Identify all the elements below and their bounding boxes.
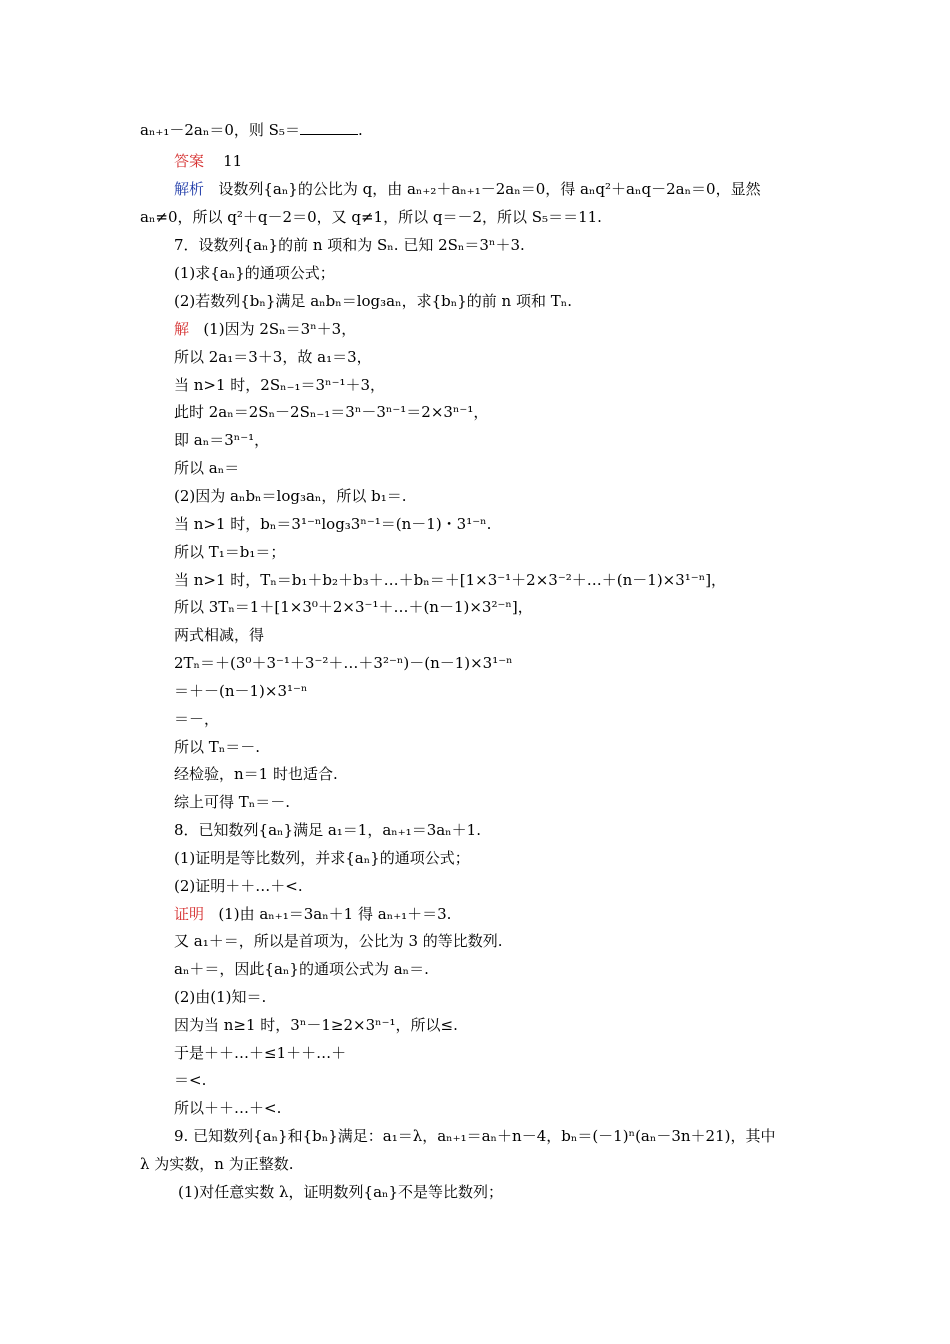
- text-line: λ 为实数，n 为正整数.: [140, 1155, 294, 1173]
- text-line: (1)证明是等比数列，并求{aₙ}的通项公式；: [174, 849, 470, 867]
- text-line: 当 n>1 时，Tₙ＝b₁＋b₂＋b₃＋…＋bₙ＝＋[1×3⁻¹＋2×3⁻²＋…＋(n－1)×3¹⁻ⁿ]，: [174, 571, 727, 589]
- text-line: (1)求{aₙ}的通项公式；: [174, 264, 335, 282]
- proof-line: 证明 (1)由 aₙ₊₁＝3aₙ＋1 得 aₙ₊₁＋＝3.: [174, 905, 452, 923]
- text-line: ＝＋－(n－1)×3¹⁻ⁿ: [174, 682, 308, 700]
- text-line: 经检验，n＝1 时也适合.: [174, 765, 338, 783]
- analysis-line: 解析 设数列{aₙ}的公比为 q，由 aₙ₊₂＋aₙ₊₁－2aₙ＝0，得 aₙq²＋aₙq－2aₙ＝0，显然: [174, 180, 761, 198]
- text-line: 又 a₁＋＝，所以是首项为，公比为 3 的等比数列.: [174, 932, 503, 950]
- text-line: (2)因为 aₙbₙ＝log₃aₙ，所以 b₁＝.: [174, 487, 407, 505]
- text-line: 所以 aₙ＝: [174, 459, 240, 477]
- proof-label: 证明: [174, 905, 205, 923]
- answer-blank: [300, 120, 358, 135]
- text-line: 当 n>1 时，2Sₙ₋₁＝3ⁿ⁻¹＋3，: [174, 376, 386, 394]
- text-line: (2)若数列{bₙ}满足 aₙbₙ＝log₃aₙ，求{bₙ}的前 n 项和 Tₙ.: [174, 292, 572, 310]
- text-line: ＝－，: [174, 710, 220, 728]
- text-line: 所以 2a₁＝3＋3，故 a₁＝3，: [174, 348, 372, 366]
- text-line: aₙ≠0，所以 q²＋q－2＝0，又 q≠1，所以 q＝－2，所以 S₅＝＝11.: [140, 208, 602, 226]
- text-line: 当 n>1 时，bₙ＝3¹⁻ⁿlog₃3ⁿ⁻¹＝(n－1)・3¹⁻ⁿ.: [174, 515, 492, 533]
- text-line: (2)由(1)知＝.: [174, 988, 267, 1006]
- solution-label: 解: [174, 320, 190, 338]
- text-line: 2Tₙ＝＋(3⁰＋3⁻¹＋3⁻²＋…＋3²⁻ⁿ)－(n－1)×3¹⁻ⁿ: [174, 654, 513, 672]
- problem-9-title: 9. 已知数列{aₙ}和{bₙ}满足：a₁＝λ，aₙ₊₁＝aₙ＋n－4，bₙ＝(－1)ⁿ(aₙ－3n＋21)，其中: [174, 1127, 776, 1145]
- text-line: 所以＋＋…＋<.: [174, 1099, 282, 1117]
- text-line: 此时 2aₙ＝2Sₙ－2Sₙ₋₁＝3ⁿ－3ⁿ⁻¹＝2×3ⁿ⁻¹，: [174, 403, 489, 421]
- text-line: aₙ＋＝，因此{aₙ}的通项公式为 aₙ＝.: [174, 960, 429, 978]
- text-line: aₙ₊₁－2aₙ＝0，则 S₅＝ .: [140, 121, 363, 139]
- text-line: 于是＋＋…＋≤1＋＋…＋: [174, 1044, 347, 1062]
- text-line: 即 aₙ＝3ⁿ⁻¹，: [174, 431, 270, 449]
- solution-line: 解 (1)因为 2Sₙ＝3ⁿ＋3，: [174, 320, 357, 338]
- answer-line: 答案 11: [174, 152, 243, 170]
- text-line: 综上可得 Tₙ＝－.: [174, 793, 291, 811]
- text-line: 所以 Tₙ＝－.: [174, 738, 261, 756]
- text-line: 所以 T₁＝b₁＝；: [174, 543, 286, 561]
- problem-7-title: 7．设数列{aₙ}的前 n 项和为 Sₙ. 已知 2Sₙ＝3ⁿ＋3.: [174, 236, 525, 254]
- text-line: 因为当 n≥1 时，3ⁿ－1≥2×3ⁿ⁻¹，所以≤.: [174, 1016, 458, 1034]
- text-line: (1)对任意实数 λ，证明数列{aₙ}不是等比数列；: [178, 1183, 504, 1201]
- problem-8-title: 8．已知数列{aₙ}满足 a₁＝1，aₙ₊₁＝3aₙ＋1.: [174, 821, 481, 839]
- text-line: ＝<.: [174, 1071, 207, 1089]
- text-line: 两式相减，得: [174, 626, 265, 644]
- text-line: 所以 3Tₙ＝1＋[1×3⁰＋2×3⁻¹＋…＋(n－1)×3²⁻ⁿ]，: [174, 598, 533, 616]
- text-line: (2)证明＋＋…＋<.: [174, 877, 303, 895]
- answer-label: 答案: [174, 152, 205, 170]
- analysis-label: 解析: [174, 180, 205, 198]
